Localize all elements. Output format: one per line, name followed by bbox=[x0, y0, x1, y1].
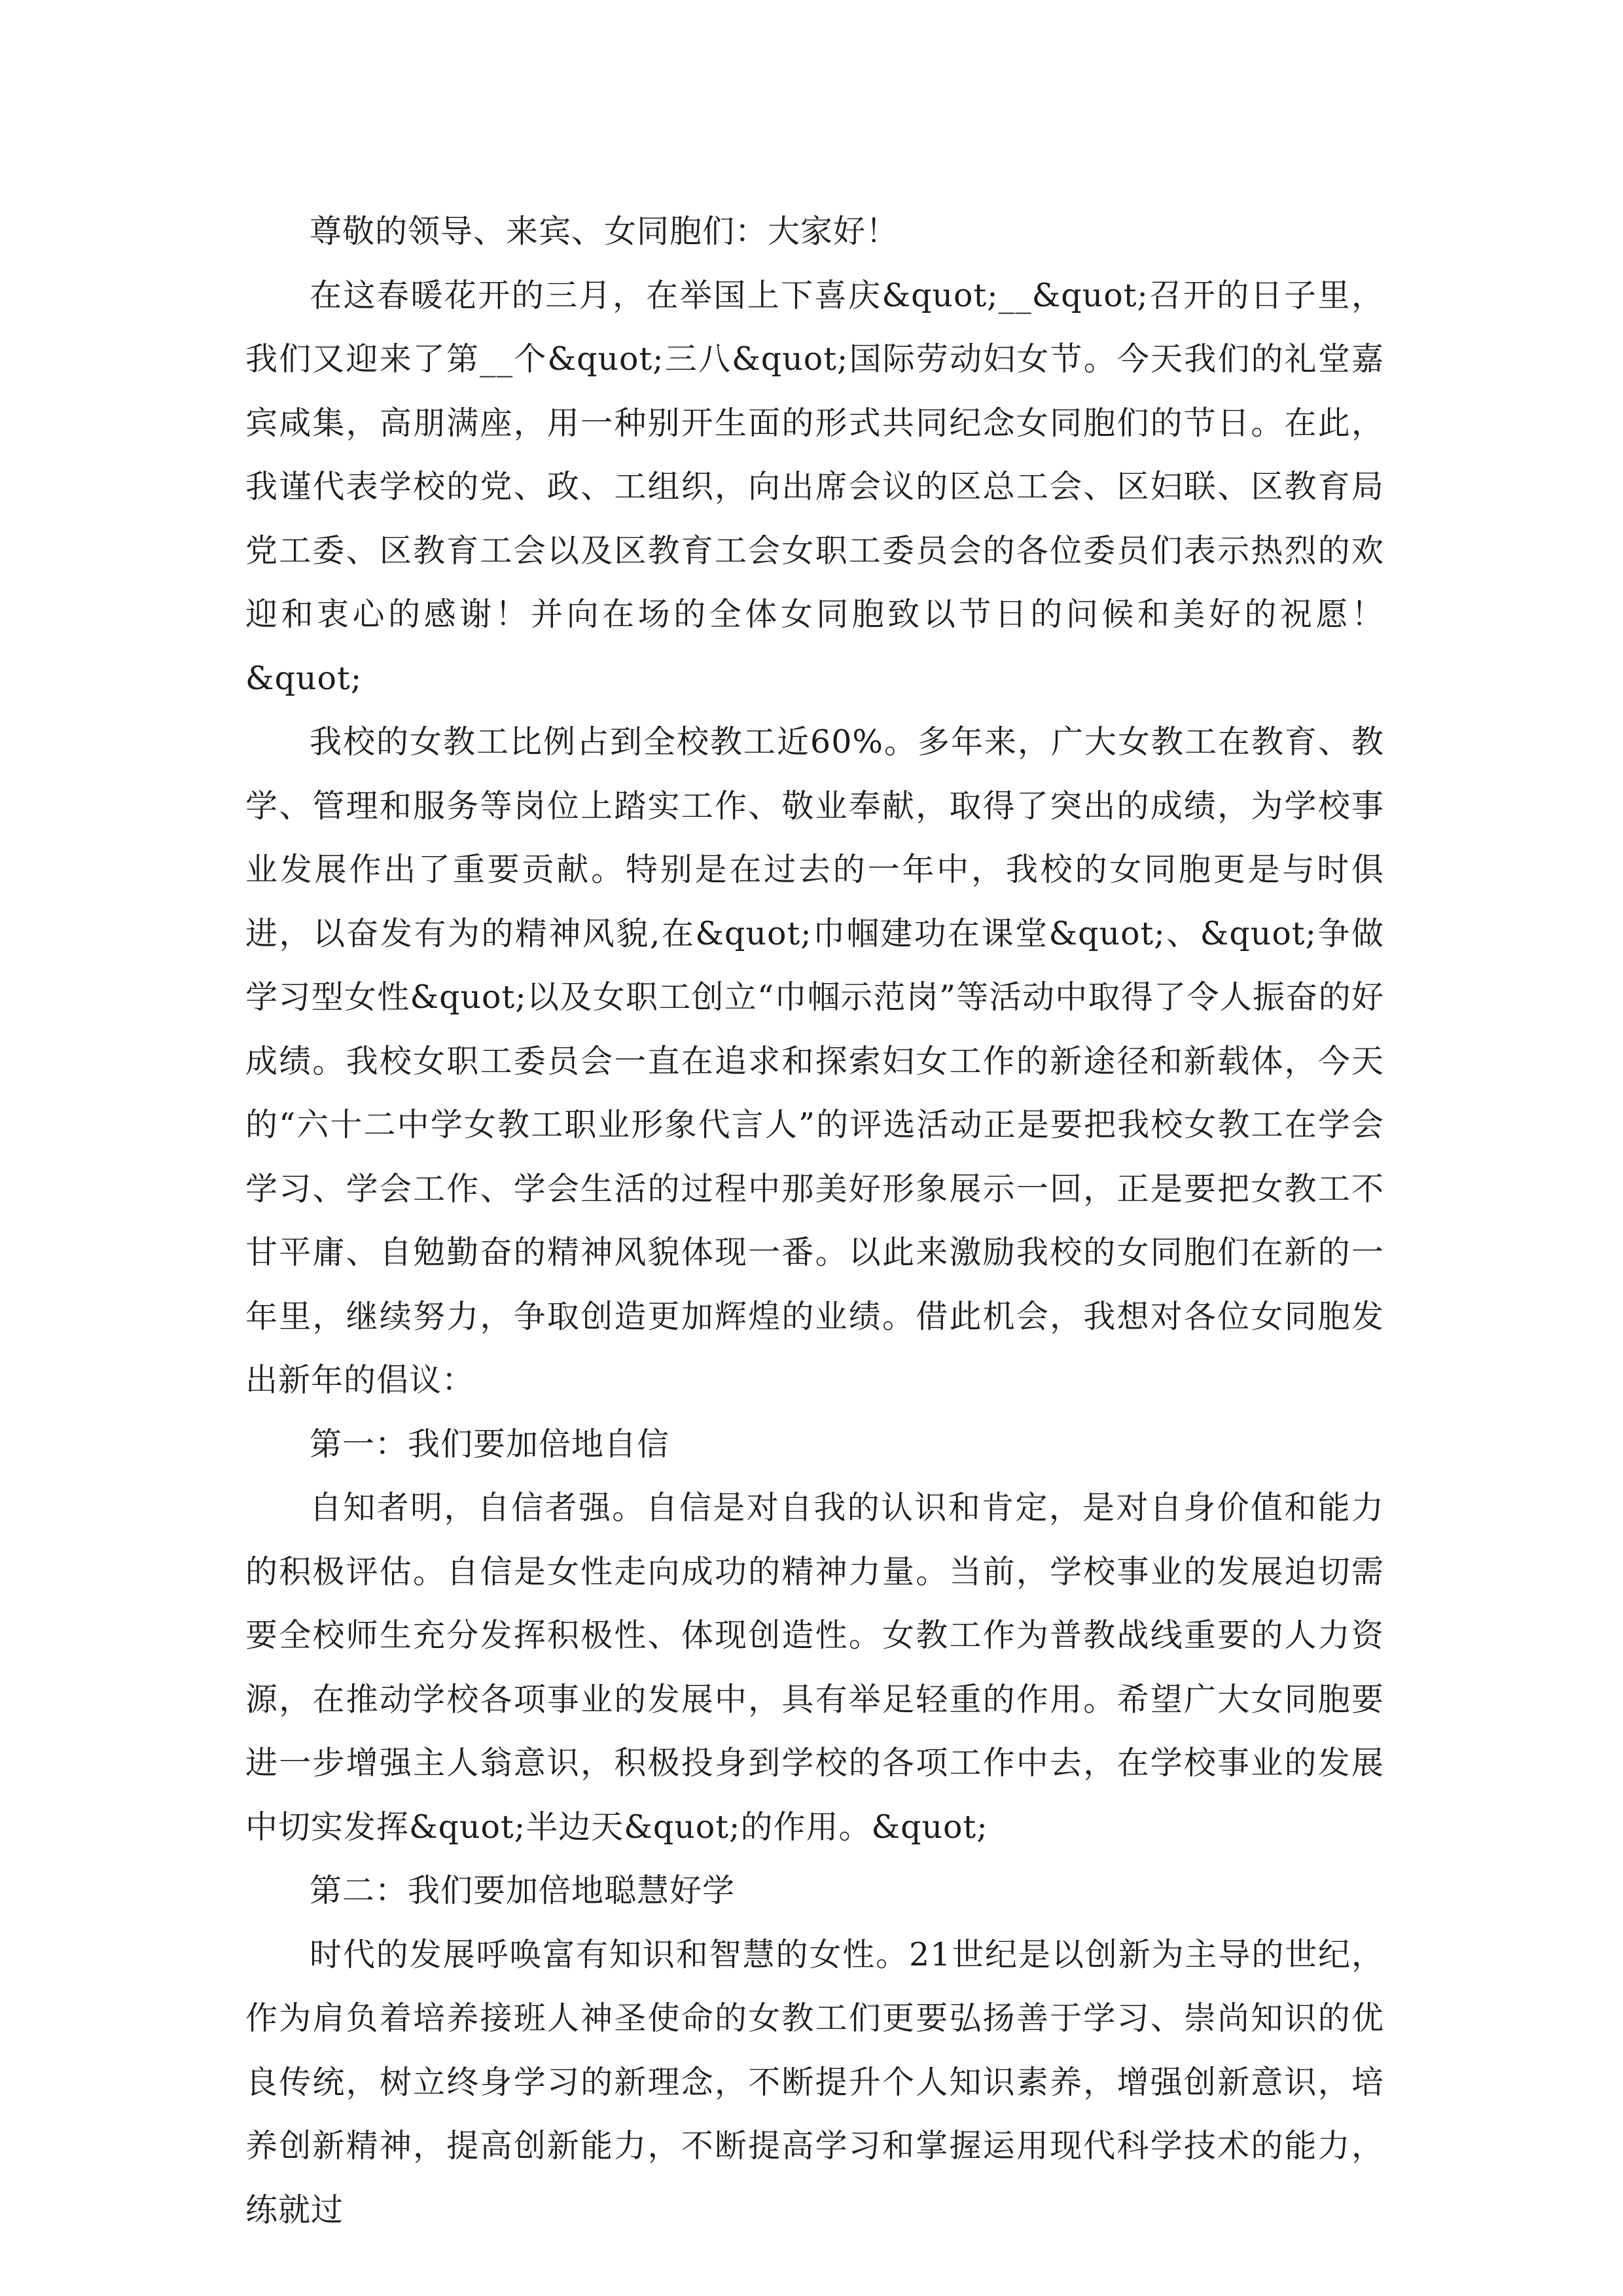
intro-paragraph-2: 我校的女教工比例占到全校教工近60%。多年来，广大女教工在教育、教学、管理和服务等岗位上踏实工作、敬业奉献，取得了突出的成绩，为学校事业发展作出了重要贡献。特别是在过去的一年中，我校的女同胞更是与时俱进，以奋发有为的精神风貌,在&quot;巾帼建功在课堂&quot;、&quot;争做学习型女性&quot;以及女职工创立“巾帼示范岗”等活动中取得了令人振奋的好成绩。我校女职工委员会一直在追求和探索妇女工作的新途径和新载体，今天的“六十二中学女教工职业形象代言人”的评选活动正是要把我校女教工在学会学习、学会工作、学会生活的过程中那美好形象展示一回，正是要把女教工不甘平庸、自勉勤奋的精神风貌体现一番。以此来激励我校的女同胞们在新的一年里，继续努力，争取创造更加辉煌的业绩。借此机会，我想对各位女同胞发出新年的倡议： bbox=[245, 723, 1384, 1399]
section-1-heading: 第一：我们要加倍地自信 bbox=[310, 1425, 670, 1463]
section-2-heading: 第二：我们要加倍地聪慧好学 bbox=[310, 1872, 736, 1909]
document-body bbox=[245, 200, 1384, 2242]
intro-paragraph-1: 在这春暖花开的三月，在举国上下喜庆&quot;__&quot;召开的日子里，我们又迎来了第__个&quot;三八&quot;国际劳动妇女节。今天我们的礼堂嘉宾咸集，高朋满座，用一种别开生面的形式共同纪念女同胞们的节日。在此，我谨代表学校的党、政、工组织，向出席会议的区总工会、区妇联、区教育局党工委、区教育工会以及区教育工会女职工委员会的各位委员们表示热烈的欢迎和衷心的感谢！并向在场的全体女同胞致以节日的问候和美好的祝愿！&quot; bbox=[245, 276, 1384, 697]
section-2-paragraph: 时代的发展呼唤富有知识和智慧的女性。21世纪是以创新为主导的世纪，作为肩负着培养接班人神圣使命的女教工们更要弘扬善于学习、崇尚知识的优良传统，树立终身学习的新理念，不断提升个人知识素养，增强创新意识，培养创新精神，提高创新能力，不断提高学习和掌握运用现代科学技术的能力，练就过 bbox=[245, 1935, 1384, 2229]
greeting-line: 尊敬的领导、来宾、女同胞们：大家好！ bbox=[310, 213, 899, 250]
section-1-paragraph: 自知者明，自信者强。自信是对自我的认识和肯定，是对自身价值和能力的积极评估。自信是女性走向成功的精神力量。当前，学校事业的发展迫切需要全校师生充分发挥积极性、体现创造性。女教工作为普教战线重要的人力资源，在推动学校各项事业的发展中，具有举足轻重的作用。希望广大女同胞要进一步增强主人翁意识，积极投身到学校的各项工作中去，在学校事业的发展中切实发挥&quot;半边天&quot;的作用。&quot; bbox=[245, 1489, 1384, 1846]
